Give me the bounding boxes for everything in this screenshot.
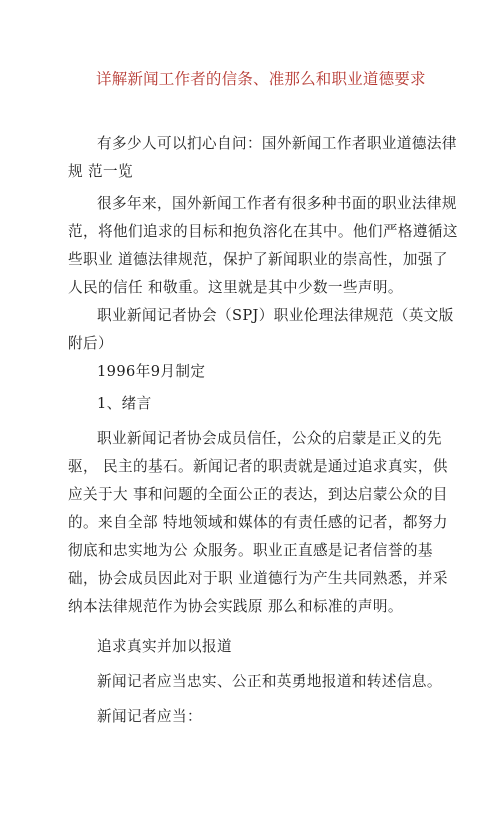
preamble-paragraph: 职业新闻记者协会成员信任，公众的启蒙是正义的先驱， 民主的基石。新闻记者的职责就是通过追求真实，供应关于大 事和问题的全面公正的表达，到达启蒙公众的目的。来自全部 特地领域和媒体的有责任感的记者，都努力彻底和忠实地为公 众服务。职业正直感是记者信誉的基础，协会成员因此对于职 业道德行为产生共同熟悉，并采纳本法律规范作为协会实践原 那么和标准的声明。 [68,430,448,615]
section-preamble-heading: 1、绪言 [97,395,152,412]
overview-paragraph: 很多年来，国外新闻工作者有很多种书面的职业法律规范，将他们追求的目标和抱负溶化在其中。他们严格遵循这些职业 道德法律规范，保护了新闻职业的崇高性，加强了人民的信任 和敬重。这里就是其中少数一些声明。 [68,195,458,296]
seek-truth-paragraph: 新闻记者应当忠实、公正和英勇地报道和转述信息。 [97,673,442,690]
document-title: 详解新闻工作者的信条、准那么和职业道德要求 [96,70,426,88]
document-body [68,130,460,731]
journalists-should-line: 新闻记者应当： [97,708,202,725]
date-line: 1996年9月制定 [97,363,206,380]
intro-question-paragraph: 有多少人可以扪心自问：国外新闻工作者职业道德法律规 范一览 [68,135,457,180]
spj-code-heading: 职业新闻记者协会（SPJ）职业伦理法律规范（英文版附后） [68,307,454,352]
seek-truth-heading: 追求真实并加以报道 [97,638,232,655]
